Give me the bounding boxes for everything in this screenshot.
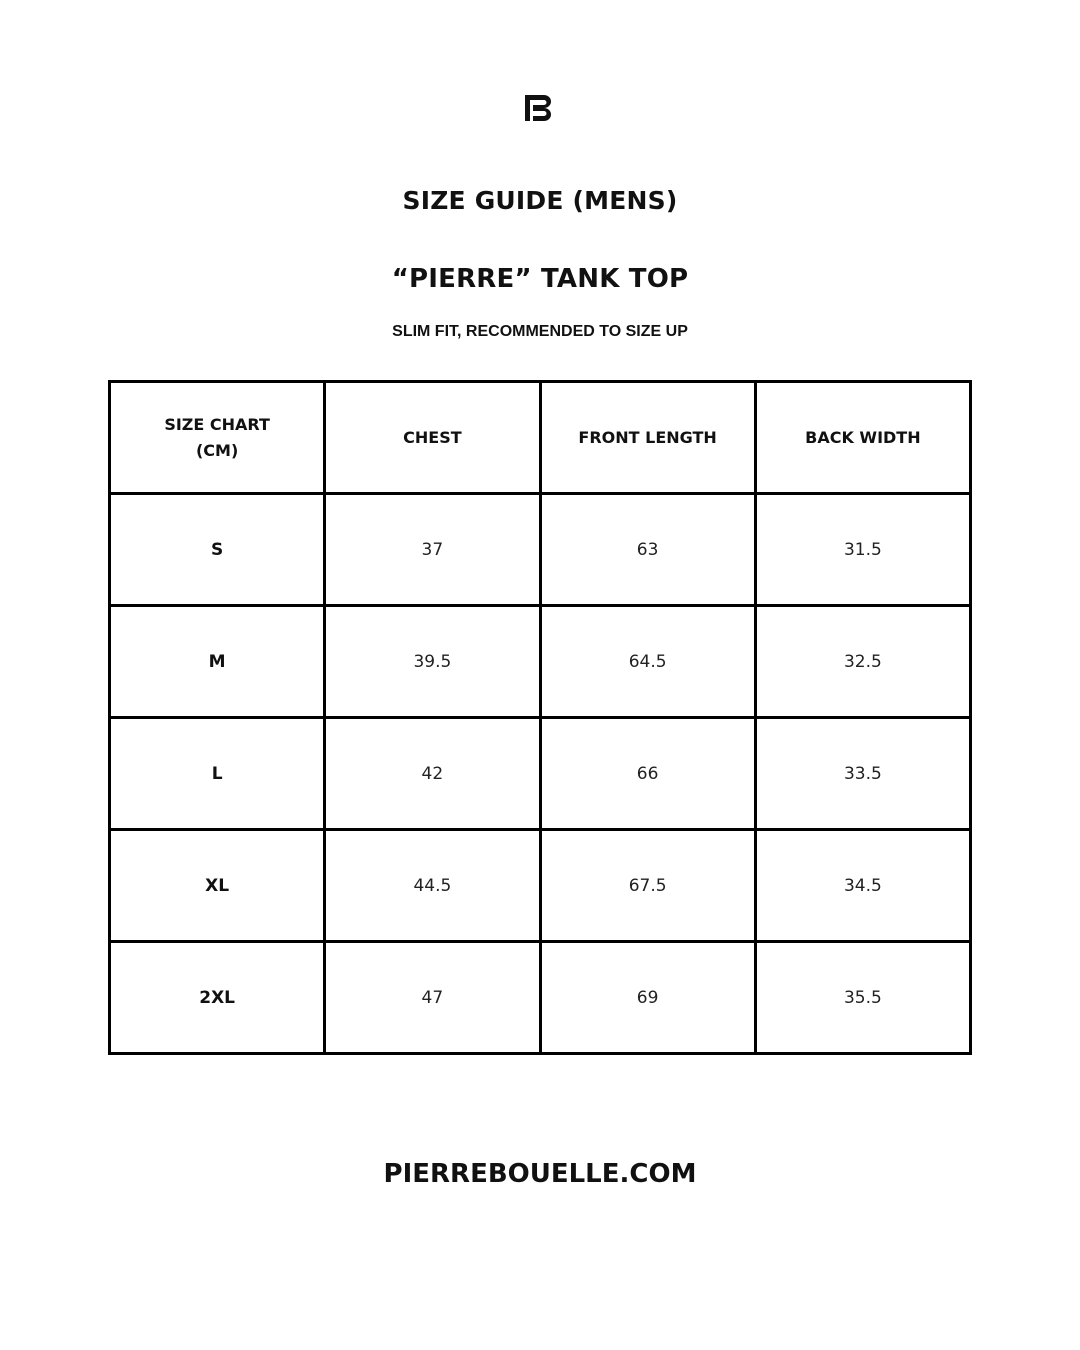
back-width-cell: 32.5 [755,606,970,718]
front-length-cell: 66 [540,718,755,830]
size-cell: M [110,606,325,718]
chest-cell: 37 [325,494,540,606]
table-row [110,830,971,942]
header-chest: CHEST [325,382,540,494]
table-row [110,606,971,718]
product-name: “PIERRE” TANK TOP [391,264,689,294]
header-back-width: BACK WIDTH [755,382,970,494]
size-chart-table [108,380,972,1055]
pb-monogram-icon [524,94,556,122]
front-length-cell: 69 [540,942,755,1054]
fit-note: SLIM FIT, RECOMMENDED TO SIZE UP [392,323,688,340]
table-row [110,942,971,1054]
website-link[interactable]: PIERREBOUELLE.COM [383,1159,697,1189]
table-header-row [110,382,971,494]
chest-cell: 44.5 [325,830,540,942]
size-cell: L [110,718,325,830]
size-cell: 2XL [110,942,325,1054]
chest-cell: 47 [325,942,540,1054]
header-size-chart [110,382,325,494]
size-cell: XL [110,830,325,942]
table-row [110,718,971,830]
front-length-cell: 63 [540,494,755,606]
back-width-cell: 34.5 [755,830,970,942]
back-width-cell: 35.5 [755,942,970,1054]
back-width-cell: 33.5 [755,718,970,830]
table-row [110,494,971,606]
size-cell: S [110,494,325,606]
front-length-cell: 64.5 [540,606,755,718]
header-size-chart-unit: (CM) [195,440,239,460]
chest-cell: 39.5 [325,606,540,718]
page-title: SIZE GUIDE (MENS) [402,186,678,215]
chest-cell: 42 [325,718,540,830]
header-size-chart-label: SIZE CHART [164,414,270,434]
back-width-cell: 31.5 [755,494,970,606]
front-length-cell: 67.5 [540,830,755,942]
header-front-length: FRONT LENGTH [540,382,755,494]
